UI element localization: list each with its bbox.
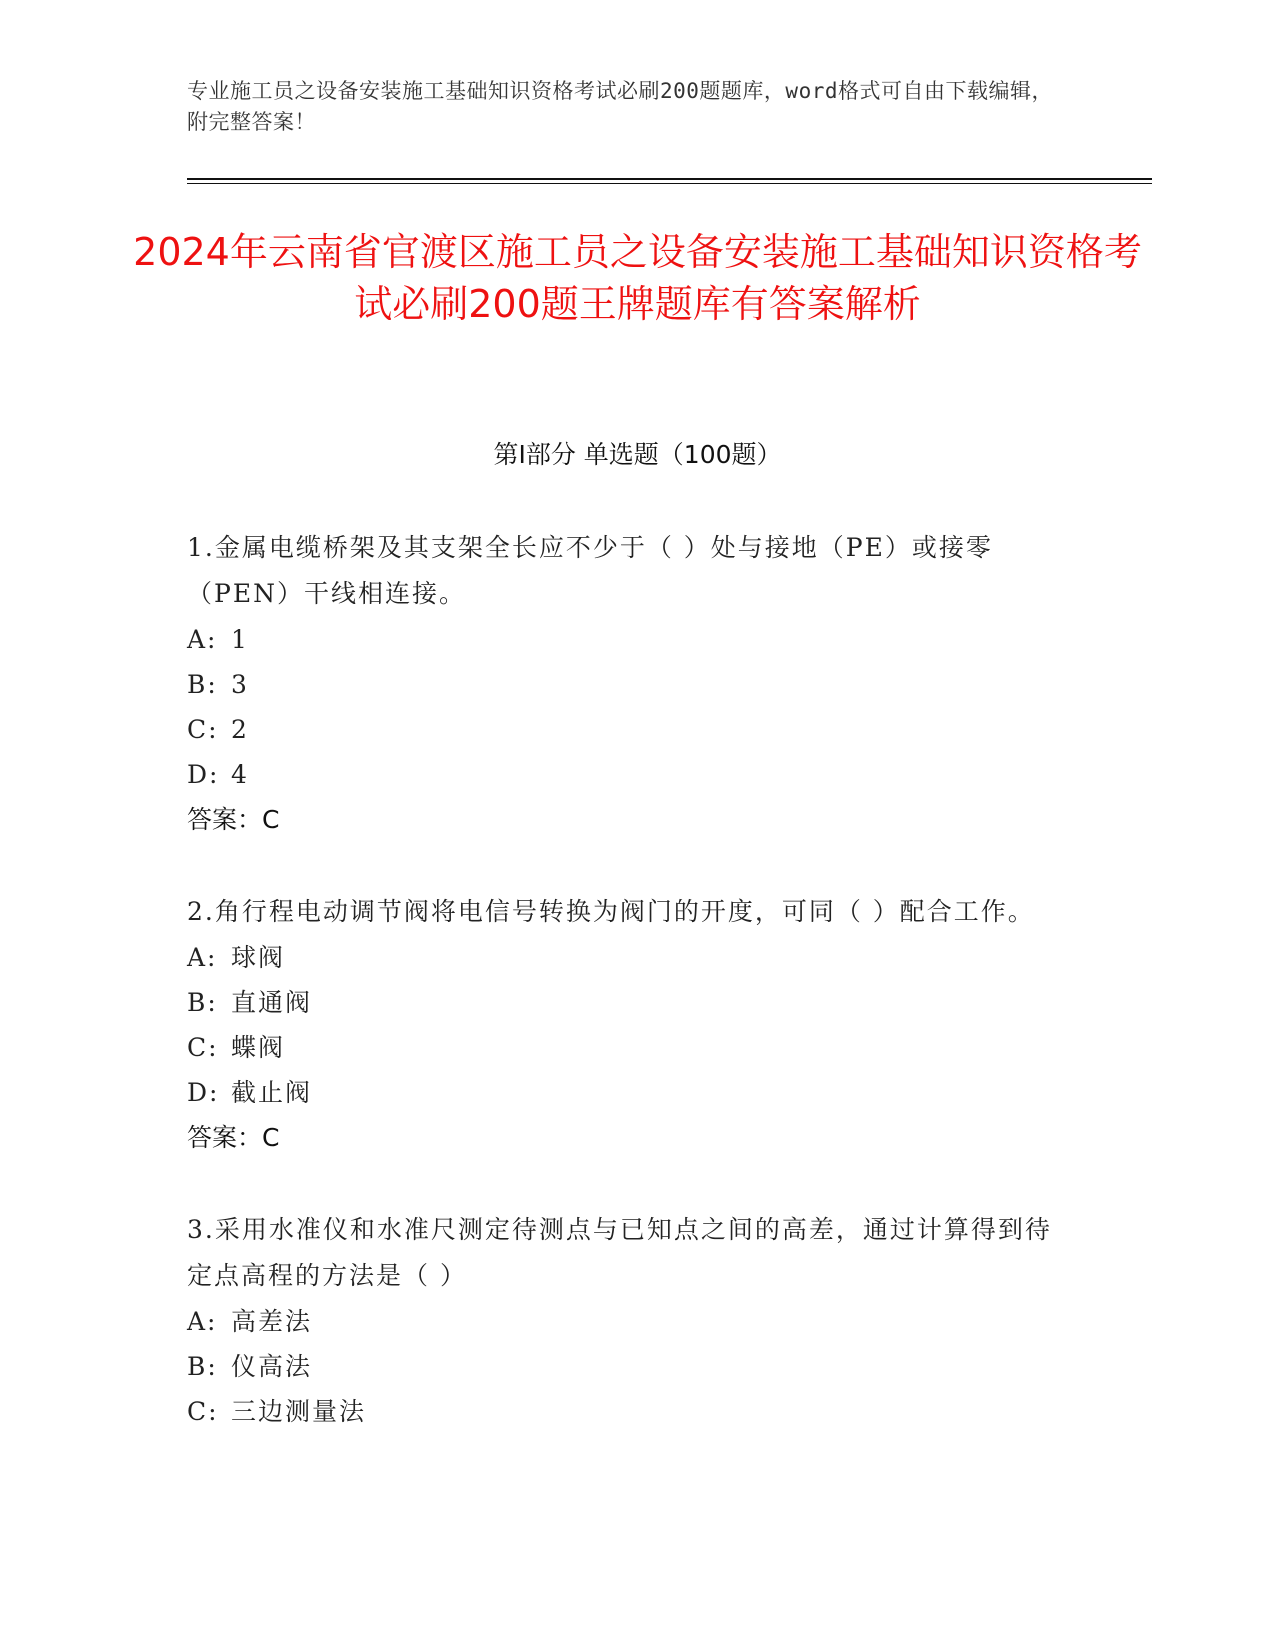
option-label: B:	[187, 1352, 218, 1381]
question-stem: 1.金属电缆桥架及其支架全长应不少于（ ）处与接地（PE）或接零（PEN）干线相连接。	[187, 533, 993, 608]
option-label: C:	[187, 1033, 219, 1062]
option-text: 截止阀	[231, 1078, 313, 1107]
header-rule-thick	[187, 178, 1152, 180]
answer: 答案：C	[187, 805, 280, 834]
option-a	[187, 1299, 1087, 1344]
section-heading: 第Ⅰ部分 单选题（100题）	[493, 440, 782, 469]
option-text: 4	[231, 760, 249, 789]
option-label: A:	[187, 1307, 218, 1336]
option-label: D:	[187, 760, 220, 789]
option-c	[187, 1025, 1087, 1070]
question-2	[187, 889, 1087, 1161]
header-rule-thin	[187, 183, 1152, 184]
option-text: 球阀	[231, 943, 286, 972]
option-text: 1	[231, 625, 249, 654]
option-c	[187, 707, 1087, 752]
option-text: 仪高法	[231, 1352, 313, 1381]
option-a	[187, 935, 1087, 980]
header-note: 专业施工员之设备安装施工基础知识资格考试必刷200题题库，word格式可自由下载编辑，附完整答案！	[187, 79, 1053, 134]
option-text: 2	[231, 715, 249, 744]
question-stem: 2.角行程电动调节阀将电信号转换为阀门的开度，可同（ ）配合工作。	[187, 897, 1035, 926]
option-label: C:	[187, 1397, 219, 1426]
document-title: 2024年云南省官渡区施工员之设备安装施工基础知识资格考试必刷200题王牌题库有答案解析	[133, 230, 1142, 326]
option-a	[187, 617, 1087, 662]
option-b	[187, 980, 1087, 1025]
option-label: A:	[187, 625, 218, 654]
answer: 答案：C	[187, 1123, 280, 1152]
option-text: 3	[231, 670, 249, 699]
option-b	[187, 1344, 1087, 1389]
option-label: D:	[187, 1078, 220, 1107]
option-label: C:	[187, 715, 219, 744]
option-label: B:	[187, 988, 218, 1017]
option-d	[187, 1070, 1087, 1115]
option-d	[187, 752, 1087, 797]
option-b	[187, 662, 1087, 707]
question-stem: 3.采用水准仪和水准尺测定待测点与已知点之间的高差，通过计算得到待定点高程的方法是（ ）	[187, 1215, 1052, 1290]
question-list	[187, 525, 1087, 1480]
option-text: 直通阀	[231, 988, 313, 1017]
question-1	[187, 525, 1087, 843]
option-text: 三边测量法	[231, 1397, 367, 1426]
option-text: 蝶阀	[231, 1033, 286, 1062]
option-c	[187, 1389, 1087, 1434]
option-label: A:	[187, 943, 218, 972]
option-label: B:	[187, 670, 218, 699]
question-3	[187, 1207, 1087, 1434]
option-text: 高差法	[231, 1307, 313, 1336]
